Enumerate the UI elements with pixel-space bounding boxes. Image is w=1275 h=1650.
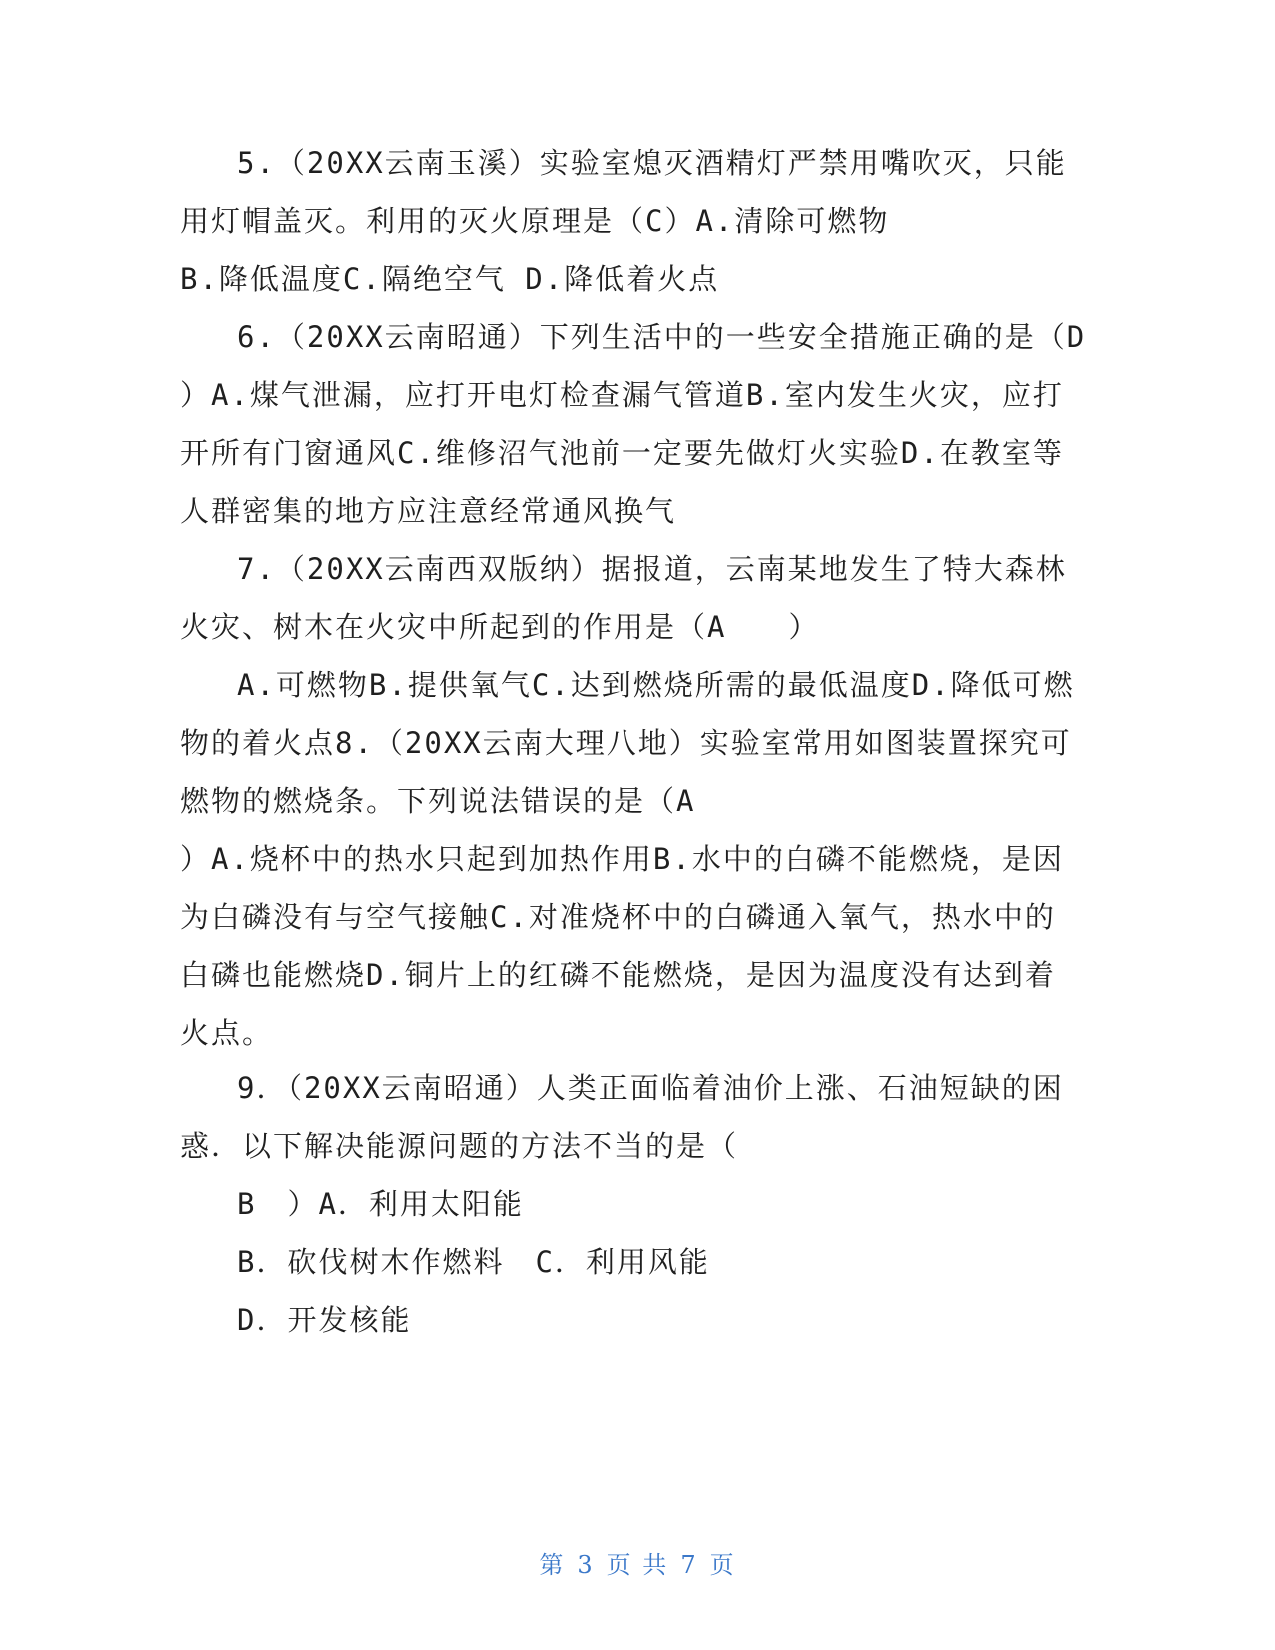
text-line: D．开发核能: [237, 1303, 412, 1337]
text-line: B.降低温度C.隔绝空气 D.降低着火点: [180, 262, 720, 296]
footer-middle: 页 共: [606, 1551, 669, 1579]
text-line: 火点。: [180, 1016, 274, 1050]
footer-page-number: 3: [577, 1551, 595, 1579]
text-line: 惑．以下解决能源问题的方法不当的是（: [180, 1129, 739, 1163]
text-line: 火灾、树木在火灾中所起到的作用是（A ）: [180, 610, 820, 644]
text-line: 5.（20XX云南玉溪）实验室熄灭酒精灯严禁用嘴吹灭，只能: [237, 146, 1067, 180]
text-line: 7.（20XX云南西双版纳）据报道，云南某地发生了特大森林: [237, 552, 1067, 586]
text-line: 物的着火点8.（20XX云南大理八地）实验室常用如图装置探究可: [180, 726, 1072, 760]
text-line: 9．（20XX云南昭通）人类正面临着油价上涨、石油短缺的困: [237, 1071, 1064, 1105]
page-footer: [0, 1545, 1275, 1580]
text-line: 为白磷没有与空气接触C.对准烧杯中的白磷通入氧气，热水中的: [180, 900, 1056, 934]
footer-suffix: 页: [709, 1551, 736, 1579]
text-line: 用灯帽盖灭。利用的灭火原理是（C）A.清除可燃物: [180, 204, 890, 238]
text-line: 6.（20XX云南昭通）下列生活中的一些安全措施正确的是（D: [237, 320, 1087, 354]
text-line: 燃物的燃烧条。下列说法错误的是（A: [180, 784, 696, 818]
text-line: 人群密集的地方应注意经常通风换气: [180, 494, 677, 528]
text-line: ）A.烧杯中的热水只起到加热作用B.水中的白磷不能燃烧，是因: [180, 842, 1064, 876]
footer-total-pages: 7: [680, 1551, 698, 1579]
footer-prefix: 第: [539, 1551, 566, 1579]
text-line: 开所有门窗通风C.维修沼气池前一定要先做灯火实验D.在教室等: [180, 436, 1064, 470]
text-line: A.可燃物B.提供氧气C.达到燃烧所需的最低温度D.降低可燃: [237, 668, 1075, 702]
text-line: 白磷也能燃烧D.铜片上的红磷不能燃烧，是因为温度没有达到着: [180, 958, 1056, 992]
text-line: B ）A．利用太阳能: [237, 1187, 524, 1221]
text-line: B．砍伐树木作燃料 C．利用风能: [237, 1245, 710, 1279]
text-line: ）A.煤气泄漏，应打开电灯检查漏气管道B.室内发生火灾，应打: [180, 378, 1064, 412]
